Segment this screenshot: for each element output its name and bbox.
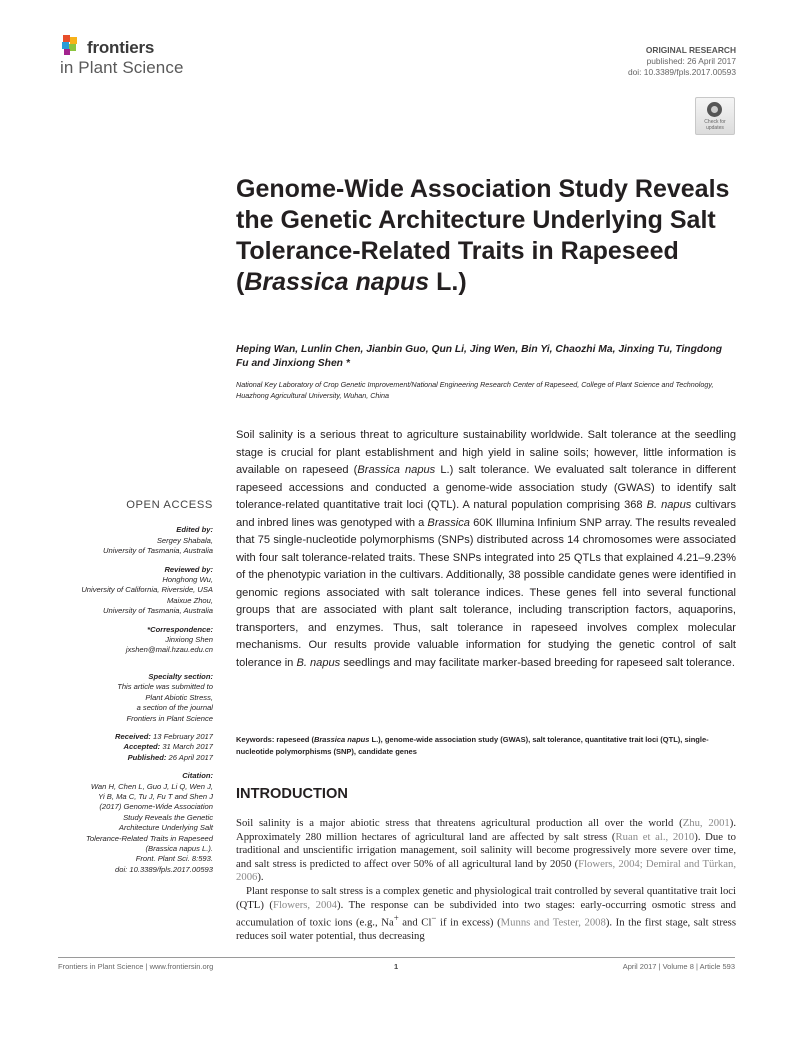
article-doi[interactable]: doi: 10.3389/fpls.2017.00593 <box>627 67 736 77</box>
check-for-updates-badge[interactable] <box>695 97 735 135</box>
reviewed-by-label: Reviewed by: <box>164 564 213 574</box>
citation-link[interactable]: Flowers, 2004; Demiral and Türkan, 2006 <box>236 857 736 884</box>
specialty-text: a section of the journal <box>136 703 213 713</box>
article-type: ORIGINAL RESEARCH <box>645 45 736 55</box>
citation-text: (2017) Genome-Wide Association <box>99 802 213 812</box>
correspondence-name: Jinxiong Shen <box>165 635 213 645</box>
page-number: 1 <box>394 962 399 971</box>
citation-text: Yi B, Ma C, Tu J, Fu T and Shen J <box>98 791 213 801</box>
logo-text-frontiers: frontiers <box>87 38 155 57</box>
logo-text-journal: in Plant Science <box>60 58 184 77</box>
crossmark-icon <box>707 102 722 117</box>
correspondence-label: *Correspondence: <box>147 624 213 634</box>
intro-paragraph-2: Plant response to salt stress is a complex genetic and physiological trait controlled by several quantitative trait loci (QTL) (Flowers, 2004). The response can be subdivided into two stages: early-occurring osmotic stress and accumulation of toxic ions (e.g., Na+ and Cl− if in excess) (Munns and Tester, 2008). In the first stage, salt stress reduces soil water potential, thus decreasing <box>236 884 737 943</box>
footer-divider <box>58 957 735 958</box>
citation-label: Citation: <box>182 771 213 781</box>
citation-text: Study Reveals the Genetic <box>123 812 213 822</box>
correspondence-email[interactable]: jxshen@mail.hzau.edu.cn <box>125 645 213 655</box>
article-sidebar <box>33 500 213 875</box>
open-access-label: OPEN ACCESS <box>126 499 213 511</box>
section-heading-introduction: INTRODUCTION <box>236 786 348 802</box>
specialty-text: This article was submitted to <box>117 682 213 692</box>
accepted-date: Accepted: 31 March 2017 <box>123 742 213 752</box>
reviewer-affiliation: University of Tasmania, Australia <box>102 606 213 616</box>
keywords: Keywords: rapeseed (Brassica napus L.), genome-wide association study (GWAS), salt tolerance, quantitative trait loci (QTL), single-nucleotide polymorphisms (SNP), candidate genes <box>236 735 709 756</box>
published-date: published: 26 April 2017 <box>646 56 736 66</box>
citation-text: Architecture Underlying Salt <box>118 823 213 833</box>
abstract: Soil salinity is a serious threat to agriculture sustainability worldwide. Salt tolerance at the seedling stage is crucial for plant establishment and high yield in saline soils; however, little information is available on rapeseed (Brassica napus L.) salt tolerance. We evaluated salt tolerance in different rapeseed accessions and conducted a genome-wide association study (GWAS) to identify salt tolerance-related quantitative trait loci (QTL). A natural population comprising 368 B. napus cultivars and inbred lines was genotyped with a Brassica 60K Illumina Infinium SNP array. The results revealed that 75 single-nucleotide polymorphisms (SNPs) distributed across 14 chromosomes were associated with four salt tolerance-related traits. These SNPs integrated into 25 QTLs that explained 4.21–9.23% of the phenotypic variation in the cultivars. Additionally, 38 possible candidate genes were identified in genomic regions associated with salt tolerance indices. These genes fell into several functional groups that are associated with plant salt tolerance, including transcription factors, aquaporins, transporters, and enzymes. Thus, salt tolerance in rapeseed involves complex molecular mechanisms. Our results provide valuable information for studying the genetic control of salt tolerance in B. napus seedlings and may facilitate marker-based breeding for rapeseed salt tolerance. <box>236 429 736 669</box>
reviewer-name: Honghong Wu, <box>162 575 213 585</box>
article-title: Genome-Wide Association Study Reveals the Genetic Architecture Underlying Salt Tolerance-Related Traits in Rapeseed (Brassica napus L.) <box>236 175 730 296</box>
citation-text: Tolerance-Related Traits in Rapeseed <box>85 833 213 843</box>
intro-paragraph-1: Soil salinity is a major abiotic stress that threatens agricultural production all over the world (Zhu, 2001). Approximately 280 million hectares of agricultural land are affected by salt stress (Ruan et al., 2010). Due to traditional and unscientific irrigation management, soil salinity will become progressively more severe over time, and salt stress is predicted to affect over 50% of all agricultural land by 2050 (Flowers, 2004; Demiral and Türkan, 2006). <box>236 817 736 884</box>
frontiers-logo-icon <box>60 35 82 57</box>
editor-affiliation: University of Tasmania, Australia <box>102 546 213 556</box>
introduction-body <box>236 817 736 944</box>
specialty-section-label: Specialty section: <box>148 671 213 681</box>
check-for-updates-label: Check for updates <box>704 119 726 131</box>
reviewer-affiliation: University of California, Riverside, USA <box>81 585 213 595</box>
footer-journal[interactable]: Frontiers in Plant Science | www.frontiersin.org <box>58 962 214 971</box>
citation-link[interactable]: Zhu, 2001 <box>682 817 730 829</box>
received-date: Received: 13 February 2017 <box>115 731 213 741</box>
citation-link[interactable]: Flowers, 2004 <box>273 898 338 911</box>
edited-by-label: Edited by: <box>176 525 213 535</box>
specialty-text: Plant Abiotic Stress, <box>145 692 213 702</box>
author-list: Heping Wan, Lunlin Chen, Jianbin Guo, Qun Li, Jing Wen, Bin Yi, Chaozhi Ma, Jinxing Tu, Tingdong Fu and Jinxiong Shen * <box>236 344 723 369</box>
citation-text: (Brassica napus L.). <box>145 843 213 853</box>
published-date-sidebar: Published: 26 April 2017 <box>127 752 213 762</box>
citation-doi[interactable]: doi: 10.3389/fpls.2017.00593 <box>115 864 213 874</box>
affiliation: National Key Laboratory of Crop Genetic Improvement/National Engineering Research Center of Rapeseed, College of Plant Science and Technology, Huazhong Agricultural University, Wuhan, China <box>236 380 714 400</box>
editor-name: Sergey Shabala, <box>156 535 213 545</box>
specialty-text: Frontiers in Plant Science <box>126 713 213 723</box>
reviewer-name: Maixue Zhou, <box>166 595 213 605</box>
citation-text: Wan H, Chen L, Guo J, Li Q, Wen J, <box>90 781 213 791</box>
citation-link[interactable]: Munns and Tester, 2008 <box>500 916 606 929</box>
citation-link[interactable]: Ruan et al., 2010 <box>615 830 695 843</box>
article-meta-header <box>628 45 736 78</box>
journal-logo[interactable] <box>60 33 230 83</box>
footer-volume: April 2017 | Volume 8 | Article 593 <box>622 962 735 971</box>
citation-text: Front. Plant Sci. 8:593. <box>135 854 213 864</box>
